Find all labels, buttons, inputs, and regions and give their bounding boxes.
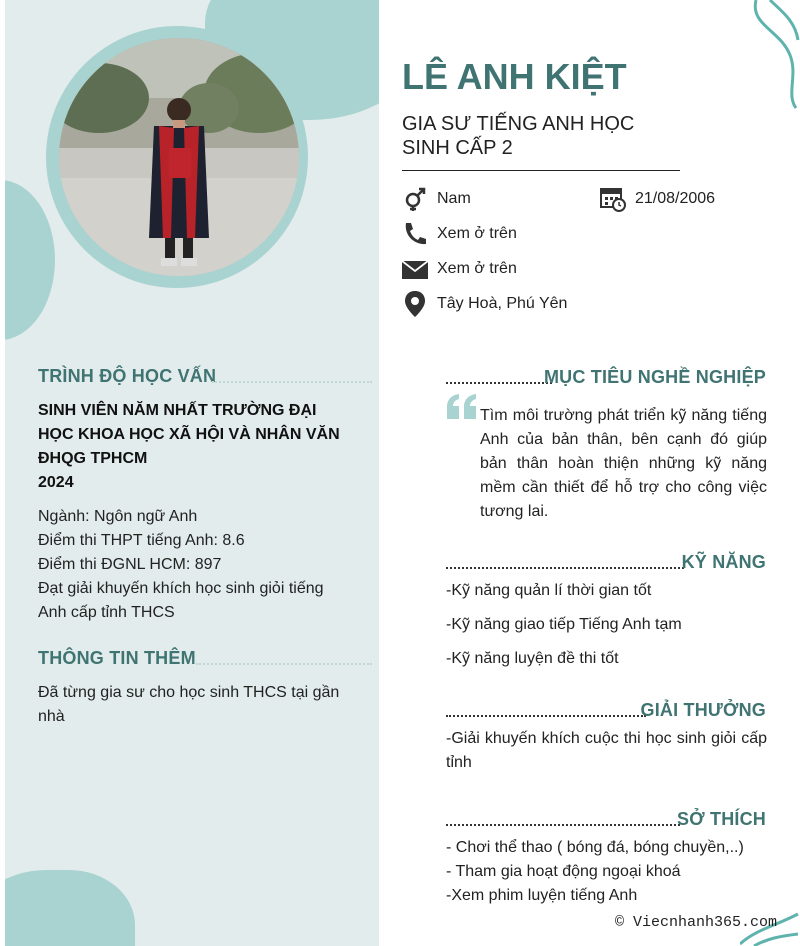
footer-credit[interactable]: © Viecnhanh365.com [614,914,777,931]
address-value: Tây Hoà, Phú Yên [437,295,568,312]
education-divider [212,381,372,383]
role-line-2: SINH CẤP 2 [402,137,513,159]
phone-value[interactable]: Xem ở trên [437,225,517,242]
hobby-item-3: -Xem phim luyện tiếng Anh [446,887,638,904]
email-value[interactable]: Xem ở trên [437,260,517,277]
objective-title: MỤC TIÊU NGHỀ NGHIỆP [543,367,766,387]
school-line-1: SINH VIÊN NĂM NHẤT TRƯỜNG ĐẠI [38,402,317,419]
role-line-1: GIA SƯ TIẾNG ANH HỌC [402,113,635,135]
graduate-photo [59,38,299,276]
education-title: TRÌNH ĐỘ HỌC VẤN [38,366,217,386]
email-icon [402,260,428,280]
calendar-icon [600,186,626,212]
awards-divider [446,715,646,717]
award-line-2: Anh cấp tỉnh THCS [38,604,175,621]
extra-line-2: nhà [38,708,65,725]
candidate-role [402,112,634,160]
hobby-item-1: - Chơi thể thao ( bóng đá, bóng chuyền,..) [446,839,744,856]
awards-text: -Giải khuyến khích cuộc thi học sinh giỏi cấp tỉnh [446,730,767,771]
objective-divider [446,382,552,384]
school-line-2: HỌC KHOA HỌC XÃ HỘI VÀ NHÂN VĂN [38,426,340,443]
avatar [59,38,299,276]
hobbies-title: SỞ THÍCH [677,809,766,829]
phone-icon [402,221,428,247]
school-line-3: ĐHQG TPHCM [38,450,148,467]
hobby-item-2: - Tham gia hoạt động ngoại khoá [446,863,681,880]
birthday-value: 21/08/2006 [635,190,716,207]
skill-item-3: -Kỹ năng luyện đề thi tốt [446,650,619,667]
extra-title: THÔNG TIN THÊM [38,648,196,668]
skills-divider [446,567,684,569]
school-year: 2024 [38,474,74,491]
extra-text [38,681,373,729]
award-line-1: Đạt giải khuyến khích học sinh giỏi tiếng [38,580,324,597]
objective-text: Tìm môi trường phát triển kỹ năng tiếng Anh của bản thân, bên cạnh đó giúp bản thân hoàn thiện những kỹ năng mềm cần thiết để hỗ trợ cho công việc tương lai. [480,407,767,520]
score-dgnl: Điểm thi ĐGNL HCM: 897 [38,556,222,573]
awards-title: GIẢI THƯỞNG [640,700,766,720]
gender-icon [403,186,427,212]
header-divider [402,170,680,171]
skills-title: KỸ NĂNG [681,552,766,572]
quote-icon [445,393,479,421]
skill-item-1: -Kỹ năng quản lí thời gian tốt [446,582,652,599]
education-details [38,505,373,625]
candidate-name: LÊ ANH KIỆT [402,56,627,97]
location-icon [404,290,426,318]
education-school [38,399,368,495]
decor-blob-left [5,180,55,340]
score-english: Điểm thi THPT tiếng Anh: 8.6 [38,532,245,549]
extra-divider [196,663,372,665]
gender-value: Nam [437,190,471,207]
decor-swirl-top [750,0,800,110]
extra-line-1: Đã từng gia sư cho học sinh THCS tại gần [38,684,340,701]
skill-item-2: -Kỹ năng giao tiếp Tiếng Anh tạm [446,616,682,633]
hobbies-divider [446,824,680,826]
decor-blob-bottom [5,870,135,946]
major: Ngành: Ngôn ngữ Anh [38,508,198,525]
